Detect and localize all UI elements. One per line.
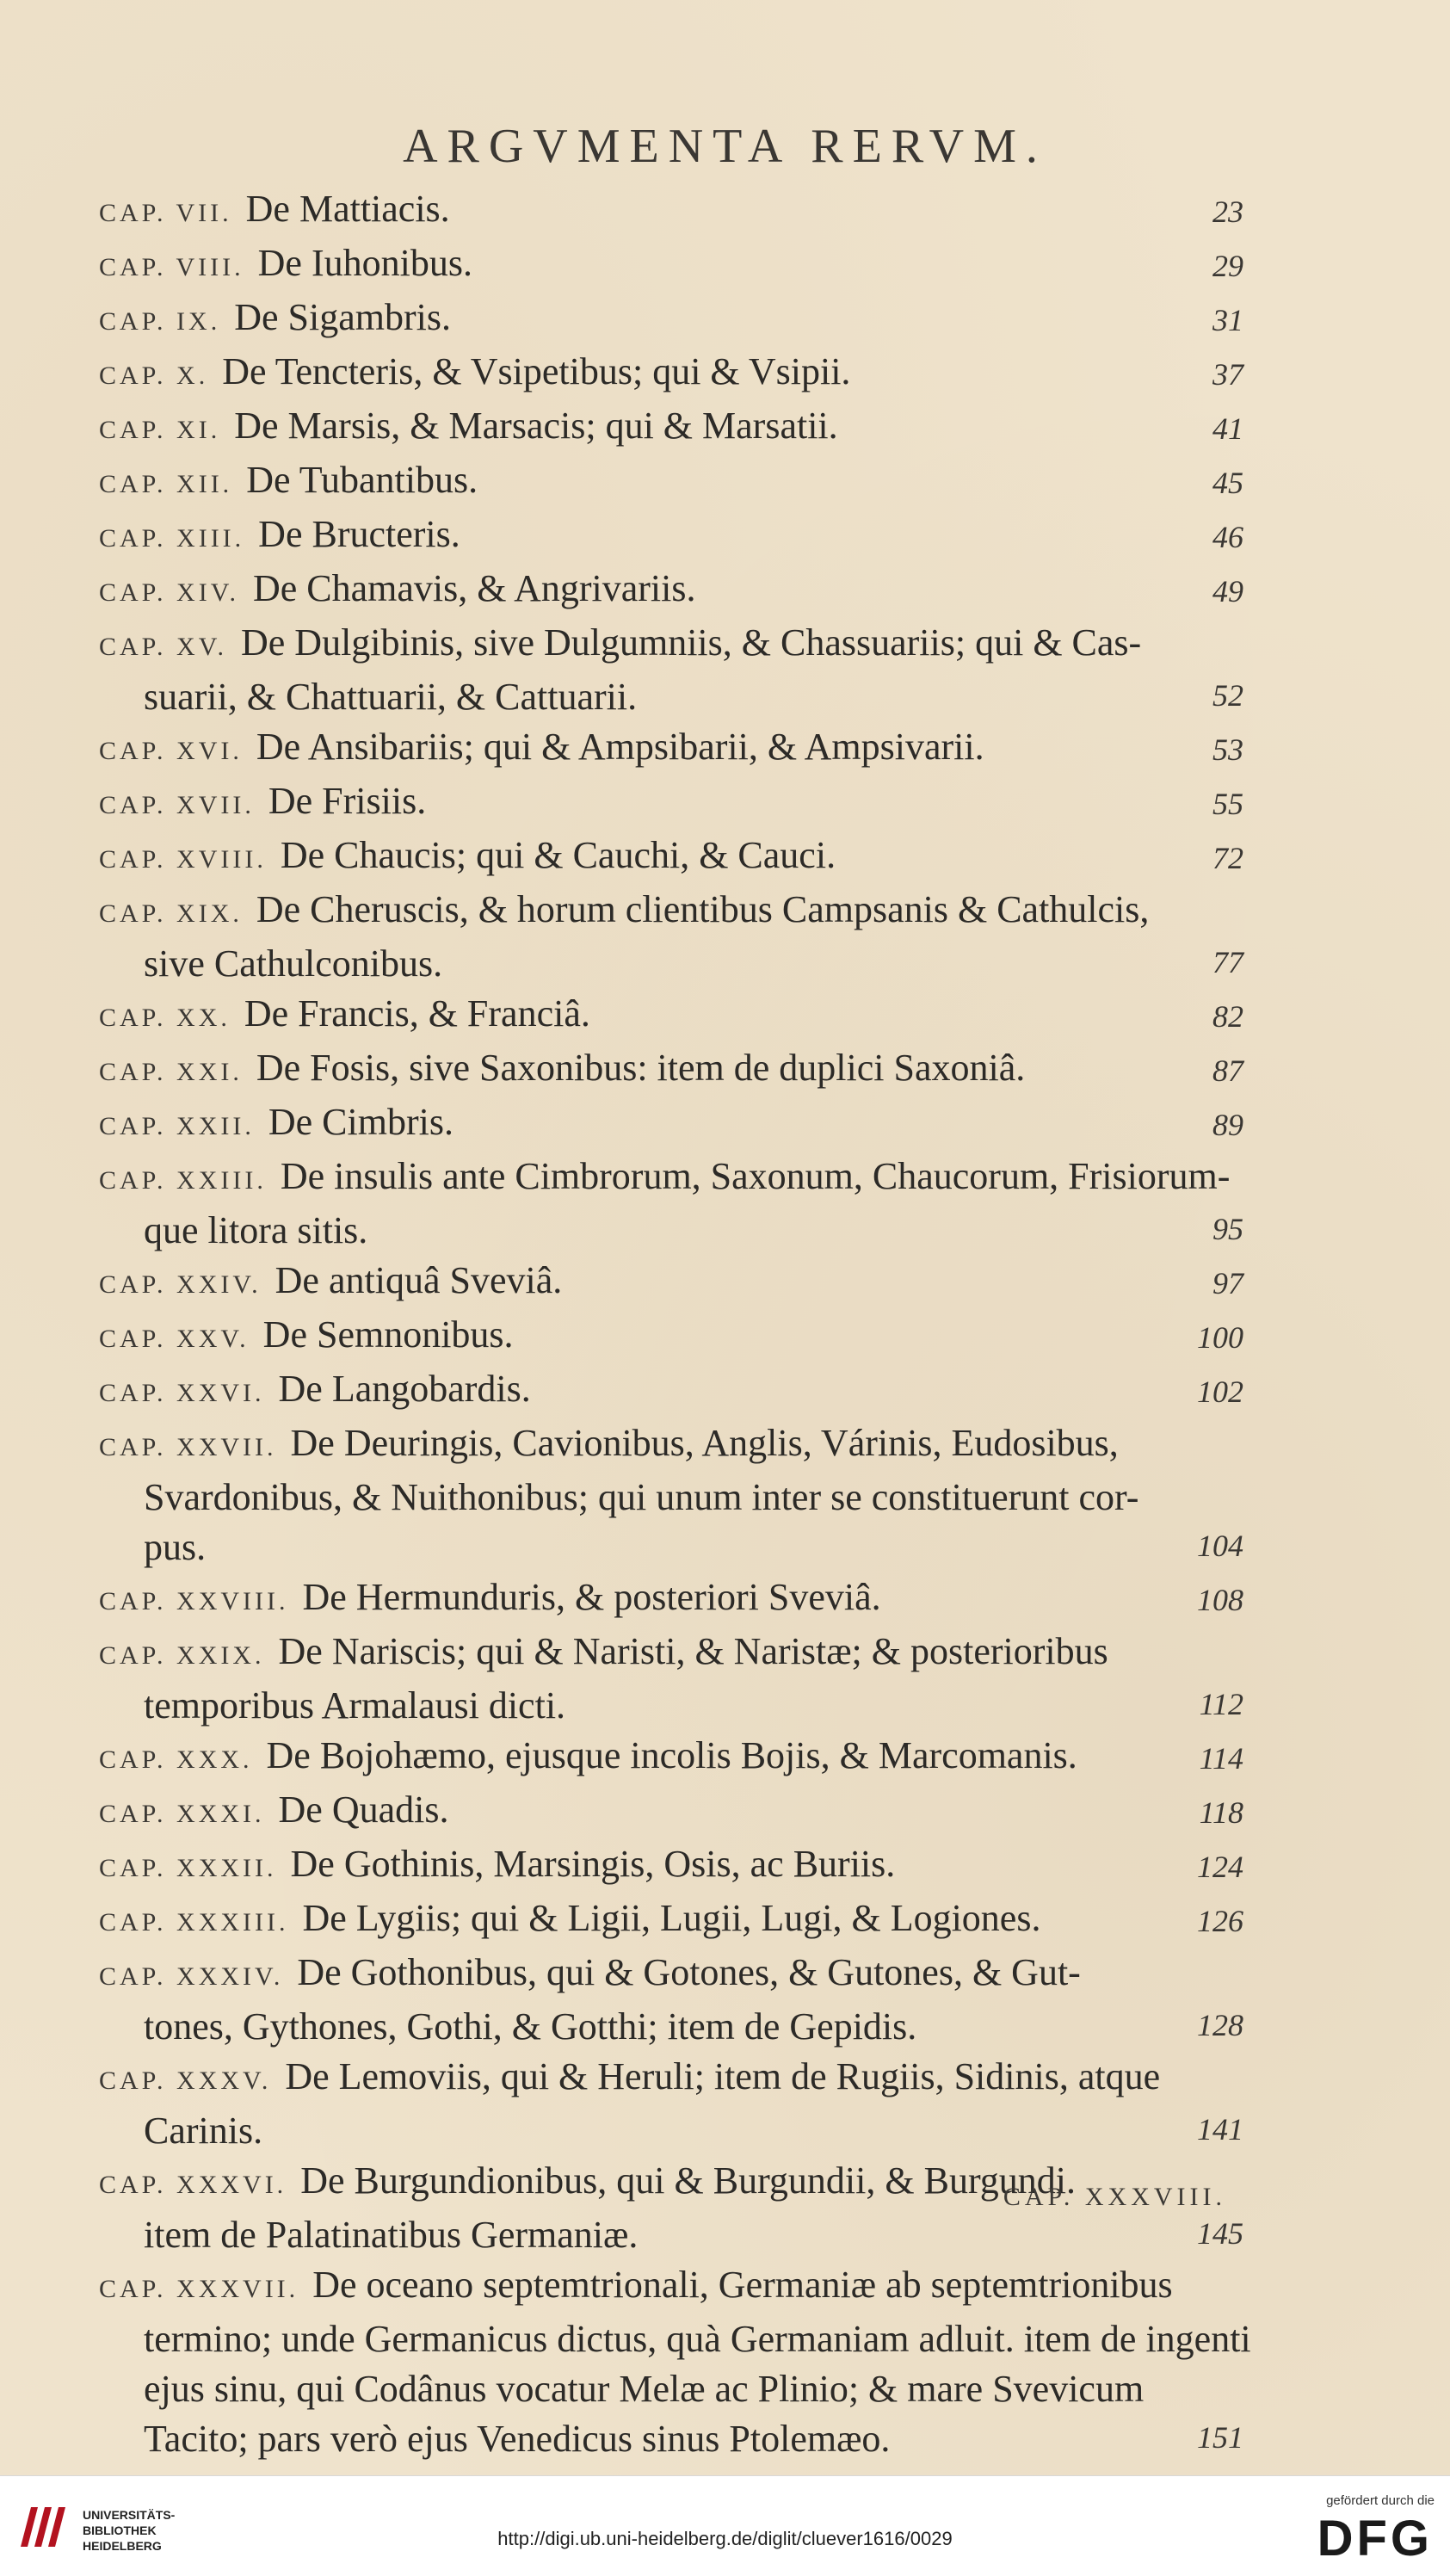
toc-entry <box>99 1310 1243 1364</box>
page-number: 46 <box>1212 520 1243 554</box>
chapter-title-text: item de Palatinatibus Germaniæ. <box>144 2214 639 2256</box>
page-number: 49 <box>1212 574 1243 608</box>
page-number: 151 <box>1197 2420 1243 2455</box>
chapter-title-text: De Burgundionibus, qui & Burgundii, & Burgundi. <box>300 2159 1077 2202</box>
chapter-number: CAP. XXVI. <box>99 1379 265 1407</box>
chapter-title-text: De Hermunduris, & posteriori Sveviâ. <box>302 1576 881 1618</box>
page-number: 52 <box>1212 678 1243 713</box>
chapter-number: CAP. XXIX. <box>99 1641 265 1670</box>
dfg-logo[interactable]: DFG <box>1317 2511 1433 2567</box>
chapter-title-text: De Lemoviis, qui & Heruli; item de Rugiis, Sidinis, atque <box>285 2055 1161 2097</box>
page-number: 97 <box>1212 1266 1243 1300</box>
chapter-number: CAP. XXXIV. <box>99 1962 284 1991</box>
toc-entry-line <box>99 1152 1243 1206</box>
chapter-number: CAP. XVII. <box>99 791 255 819</box>
toc-entry <box>99 455 1243 510</box>
toc-entry-line <box>99 2210 1243 2260</box>
chapter-title-text: De insulis ante Cimbrorum, Saxonum, Chaucorum, Frisiorum- <box>280 1155 1231 1197</box>
toc-entry <box>99 401 1243 455</box>
chapter-title-text: De Dulgibinis, sive Dulgumniis, & Chassuariis; qui & Cas- <box>241 621 1142 664</box>
chapter-title-text: De Bojohæmo, ejusque incolis Bojis, & Marcomanis. <box>266 1734 1077 1776</box>
chapter-title-text: De Fosis, sive Saxonibus: item de duplici Saxoniâ. <box>256 1047 1026 1089</box>
chapter-number: CAP. X. <box>99 361 209 390</box>
page-number: 77 <box>1212 945 1243 979</box>
toc-entry-line <box>99 1418 1243 1473</box>
page-number: 82 <box>1212 999 1243 1034</box>
chapter-number: CAP. XXX. <box>99 1745 253 1774</box>
toc-entry <box>99 510 1243 564</box>
chapter-title-text: De Sigambris. <box>234 296 451 338</box>
chapter-number: CAP. XXXII. <box>99 1854 277 1882</box>
toc-entry <box>99 722 1243 776</box>
toc-entry-line <box>99 1310 1243 1364</box>
chapter-title-text: De antiquâ Sveviâ. <box>275 1259 563 1301</box>
library-name-line: HEIDELBERG <box>83 2539 162 2553</box>
toc-entry <box>99 347 1243 401</box>
toc-entry-line <box>99 293 1243 347</box>
chapter-number: CAP. XXIV. <box>99 1270 262 1299</box>
toc-entry-line <box>99 184 1243 238</box>
chapter-number: CAP. VIII. <box>99 253 244 281</box>
chapter-title-text: De Mattiacis. <box>245 188 450 230</box>
toc-entry <box>99 1785 1243 1839</box>
chapter-title-text: Tacito; pars verò ejus Venedicus sinus Ptolemæo. <box>144 2418 891 2460</box>
page-number: 118 <box>1199 1795 1243 1830</box>
page-heading: ARGVMENTA RERVM. <box>403 120 1047 173</box>
page-number: 41 <box>1212 411 1243 446</box>
toc-entry <box>99 2260 1251 2464</box>
toc-entry <box>99 1948 1243 2052</box>
chapter-title-text: De Gothonibus, qui & Gotones, & Gutones, & Gut- <box>297 1951 1081 1993</box>
page-number: 108 <box>1197 1583 1243 1617</box>
chapter-title-text: De Francis, & Franciâ. <box>244 992 590 1035</box>
toc-entry <box>99 1256 1243 1310</box>
table-of-contents <box>99 184 1251 2464</box>
library-name-line: UNIVERSITÄTS- <box>83 2508 176 2522</box>
toc-entry-line <box>99 1523 1243 1572</box>
toc-entry-line <box>99 672 1243 722</box>
chapter-title-text: De Frisiis. <box>268 780 427 822</box>
library-name-line: BIBLIOTHEK <box>83 2523 157 2537</box>
toc-entry-line <box>99 1364 1243 1418</box>
chapter-number: CAP. XXXV. <box>99 2066 272 2095</box>
page-number: 104 <box>1197 1529 1243 1563</box>
chapter-number: CAP. XXVIII. <box>99 1587 289 1615</box>
toc-entry <box>99 2052 1243 2156</box>
page-number: 102 <box>1197 1374 1243 1409</box>
chapter-number: CAP. XXXVII. <box>99 2275 299 2303</box>
chapter-number: CAP. XXIII. <box>99 1166 267 1195</box>
chapter-number: CAP. XXI. <box>99 1058 243 1086</box>
chapter-title-text: que litora sitis. <box>144 1209 368 1251</box>
page-number: 112 <box>1199 1687 1243 1721</box>
toc-entry-line <box>99 564 1243 618</box>
chapter-title-text: De Deuringis, Cavionibus, Anglis, Várinis, Eudosibus, <box>290 1422 1119 1464</box>
toc-entry <box>99 1893 1243 1948</box>
chapter-title-text: De Ansibariis; qui & Ampsibarii, & Ampsivarii. <box>256 726 984 768</box>
chapter-number: CAP. XXII. <box>99 1112 255 1140</box>
permalink-url[interactable]: http://digi.ub.uni-heidelberg.de/diglit/cluever1616/0029 <box>497 2528 953 2549</box>
toc-entry-line <box>99 885 1243 939</box>
page-number: 100 <box>1197 1320 1243 1355</box>
toc-entry <box>99 1839 1243 1893</box>
chapter-title-text: De Marsis, & Marsacis; qui & Marsatii. <box>234 405 838 447</box>
chapter-number: CAP. XIV. <box>99 578 239 607</box>
toc-entry-line <box>99 1785 1243 1839</box>
chapter-title-text: De Tencteris, & Vsipetibus; qui & Vsipii. <box>222 350 851 392</box>
toc-entry <box>99 1097 1243 1152</box>
chapter-title-text: De Semnonibus. <box>262 1313 514 1356</box>
toc-entry-line <box>99 1893 1243 1948</box>
chapter-title-text: Svardonibus, & Nuithonibus; qui unum inter se constituerunt cor- <box>144 1476 1139 1518</box>
chapter-number: CAP. XIX. <box>99 899 243 928</box>
toc-entry-line <box>99 1731 1243 1785</box>
funder-label: gefördert durch die <box>1326 2493 1435 2508</box>
chapter-title-text: tones, Gythones, Gothi, & Gotthi; item de Gepidis. <box>144 2005 917 2048</box>
page-number: 128 <box>1197 2008 1243 2042</box>
toc-entry <box>99 564 1243 618</box>
toc-entry-line <box>99 2106 1243 2156</box>
toc-entry-line <box>99 939 1243 989</box>
toc-entry-line <box>99 1043 1243 1097</box>
toc-entry <box>99 1364 1243 1418</box>
toc-entry-line <box>99 722 1243 776</box>
chapter-title-text: De Langobardis. <box>278 1368 531 1410</box>
chapter-title-text: De Iuhonibus. <box>257 242 472 284</box>
page-number: 95 <box>1212 1212 1243 1246</box>
chapter-number: CAP. XXVII. <box>99 1433 277 1461</box>
toc-entry-line <box>99 1948 1243 2002</box>
chapter-title-text: De Bructeris. <box>258 513 460 555</box>
page-number: 87 <box>1212 1053 1243 1088</box>
toc-entry <box>99 831 1243 885</box>
chapter-number: CAP. XI. <box>99 416 221 444</box>
chapter-title-text: De Quadis. <box>278 1788 449 1831</box>
page-number: 45 <box>1212 466 1243 500</box>
chapter-title-text: De Nariscis; qui & Naristi, & Naristæ; & posterioribus <box>278 1630 1108 1672</box>
page-number: 37 <box>1212 357 1243 392</box>
chapter-number: CAP. XV. <box>99 633 227 661</box>
toc-entry-line <box>99 831 1243 885</box>
toc-entry <box>99 885 1243 989</box>
chapter-number: CAP. XXXVI. <box>99 2171 287 2199</box>
toc-entry <box>99 776 1243 831</box>
toc-entry-line <box>99 2260 1243 2314</box>
chapter-number: CAP. XXV. <box>99 1325 250 1353</box>
toc-entry-line <box>99 2002 1243 2052</box>
chapter-title-text: De Cimbris. <box>268 1101 454 1143</box>
chapter-number: CAP. XX. <box>99 1004 231 1032</box>
page-number: 89 <box>1212 1108 1243 1142</box>
toc-entry-line <box>99 238 1243 293</box>
page-number: 124 <box>1197 1850 1243 1884</box>
toc-entry-line <box>99 510 1243 564</box>
toc-entry-line <box>99 1206 1243 1256</box>
page-number: 55 <box>1212 787 1243 821</box>
chapter-title-text: suarii, & Chattuarii, & Cattuarii. <box>144 676 638 718</box>
chapter-title-text: De Tubantibus. <box>246 459 478 501</box>
toc-entry-line <box>99 1097 1243 1152</box>
toc-entry-line <box>99 1681 1243 1731</box>
toc-entry-line <box>99 1627 1243 1681</box>
chapter-title-text: De Chamavis, & Angrivariis. <box>253 567 696 609</box>
chapter-number: CAP. XII. <box>99 470 233 498</box>
chapter-title-text: De Lygiis; qui & Ligii, Lugii, Lugi, & Logiones. <box>302 1897 1041 1939</box>
toc-entry-line <box>99 618 1243 672</box>
chapter-title-text: De oceano septemtrionali, Germaniæ ab septemtrionibus <box>312 2264 1173 2306</box>
toc-entry-line <box>99 347 1243 401</box>
page-number: 126 <box>1197 1904 1243 1938</box>
chapter-number: CAP. VII. <box>99 199 232 227</box>
toc-entry-line <box>99 1256 1243 1310</box>
toc-entry-line <box>99 455 1243 510</box>
chapter-title-text: sive Cathulconibus. <box>144 942 443 985</box>
toc-entry-line <box>99 1572 1243 1627</box>
toc-entry <box>99 989 1243 1043</box>
toc-entry-line <box>99 2364 1243 2414</box>
chapter-title-text: De Gothinis, Marsingis, Osis, ac Buriis. <box>290 1843 896 1885</box>
chapter-title-text: De Cheruscis, & horum clientibus Campsanis & Cathulcis, <box>256 888 1150 930</box>
toc-entry <box>99 184 1243 238</box>
page-number: 141 <box>1197 2112 1243 2147</box>
page-number: 114 <box>1199 1741 1243 1776</box>
chapter-title-text: De Chaucis; qui & Cauchi, & Cauci. <box>280 834 836 876</box>
toc-entry-line <box>99 2052 1243 2106</box>
toc-entry <box>99 618 1243 722</box>
chapter-number: CAP. IX. <box>99 307 221 336</box>
page-number: 29 <box>1212 249 1243 283</box>
chapter-title-text: termino; unde Germanicus dictus, quà Germaniam adluit. item de ingenti <box>144 2318 1251 2360</box>
chapter-number: CAP. XVIII. <box>99 845 267 874</box>
toc-entry-line <box>99 776 1243 831</box>
chapter-number: CAP. XXXIII. <box>99 1908 289 1937</box>
toc-entry <box>99 1627 1243 1731</box>
page-number: 31 <box>1212 303 1243 337</box>
chapter-title-text: temporibus Armalausi dicti. <box>144 1684 566 1727</box>
toc-entry <box>99 1572 1243 1627</box>
toc-entry-line <box>99 2414 1243 2464</box>
page-number: 23 <box>1212 195 1243 229</box>
toc-entry-line <box>99 401 1243 455</box>
toc-entry <box>99 1731 1243 1785</box>
chapter-number: CAP. XXXI. <box>99 1800 265 1828</box>
toc-entry-line <box>99 989 1243 1043</box>
chapter-title-text: ejus sinu, qui Codânus vocatur Melæ ac Plinio; & mare Svevicum <box>144 2368 1145 2410</box>
page-number: 72 <box>1212 841 1243 875</box>
toc-entry <box>99 1152 1243 1256</box>
toc-entry-line <box>99 1473 1243 1523</box>
toc-entry-line <box>99 1839 1243 1893</box>
toc-entry <box>99 238 1243 293</box>
toc-entry <box>99 1418 1243 1572</box>
toc-entry <box>99 293 1243 347</box>
viewer-footer <box>0 2475 1450 2576</box>
page-number: 145 <box>1197 2216 1243 2251</box>
chapter-number: CAP. XIII. <box>99 524 245 553</box>
chapter-title-text: pus. <box>144 1526 207 1568</box>
toc-entry <box>99 1043 1243 1097</box>
toc-entry-line <box>99 2314 1251 2364</box>
chapter-number: CAP. XVI. <box>99 737 243 765</box>
chapter-title-text: Carinis. <box>144 2110 263 2152</box>
catchword: CAP. XXXVIII. <box>1003 2183 1226 2211</box>
page-number: 53 <box>1212 732 1243 767</box>
